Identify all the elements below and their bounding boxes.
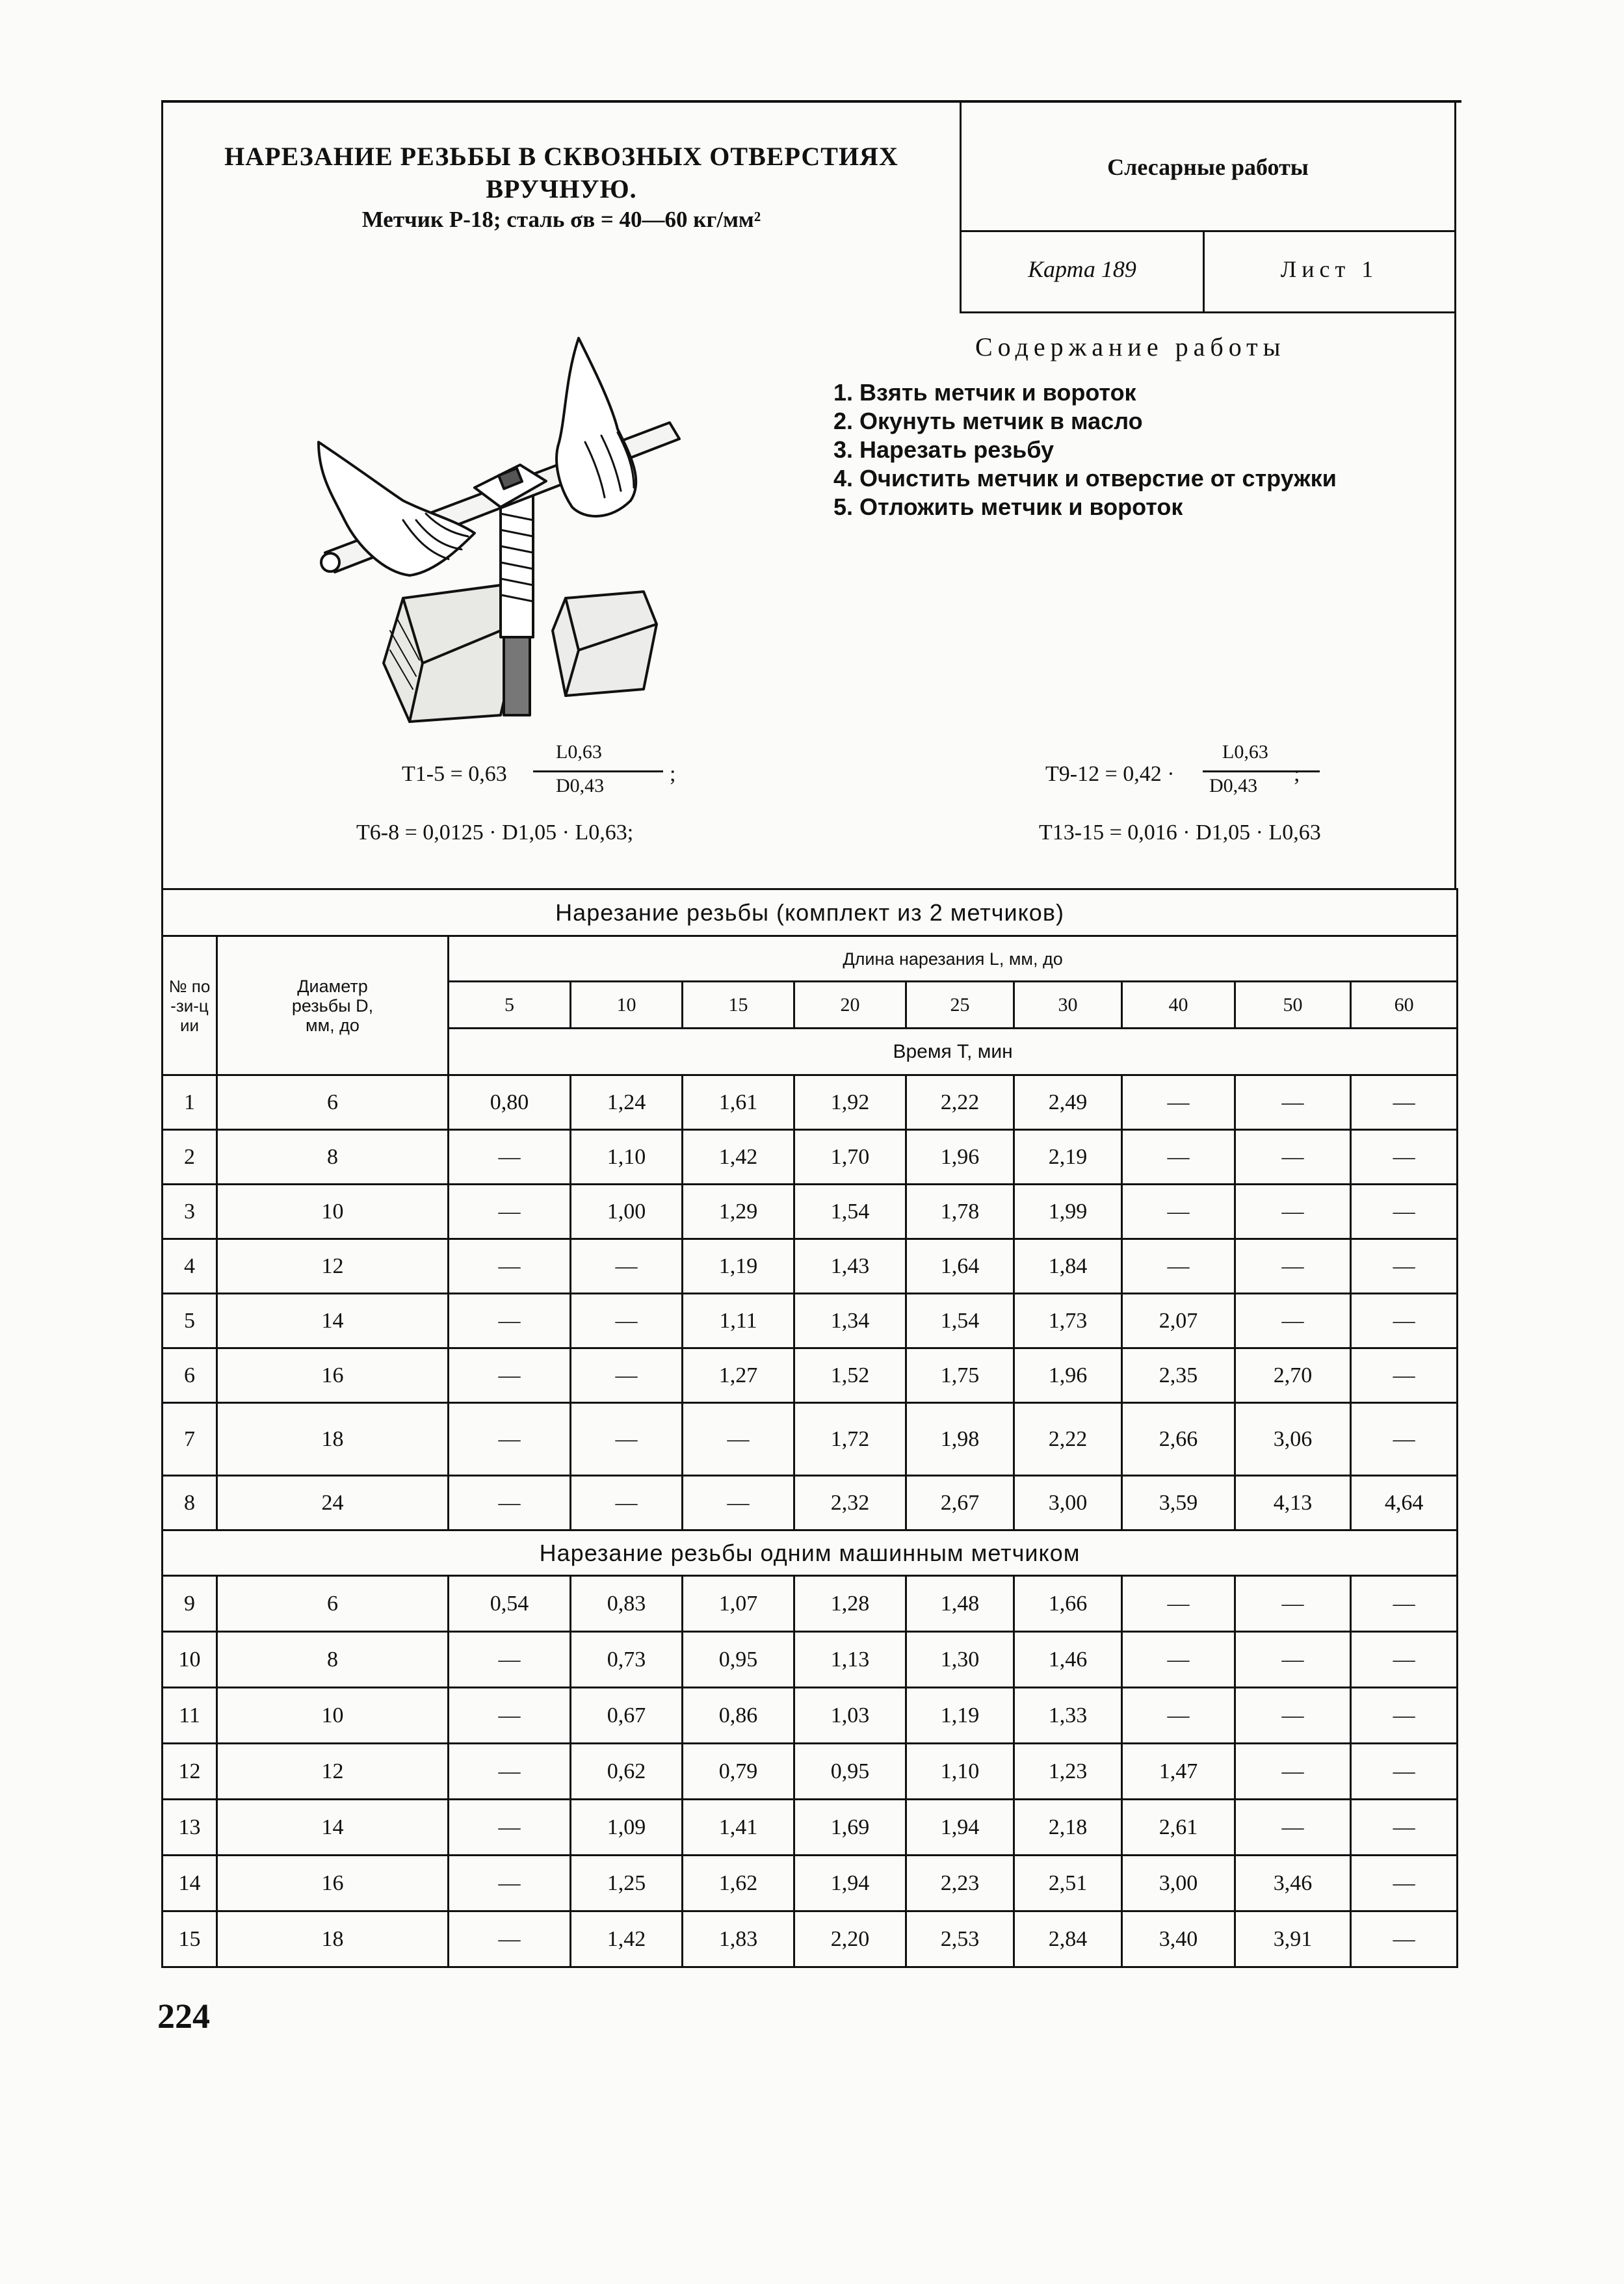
time-cell: 2,70 <box>1235 1348 1351 1403</box>
time-cell: — <box>1351 1576 1458 1632</box>
diameter-cell: 10 <box>217 1185 449 1239</box>
time-cell: 1,94 <box>906 1800 1014 1856</box>
position-column-header <box>163 936 217 1075</box>
position-cell: 3 <box>163 1185 217 1239</box>
work-step: 5. Отложить метчик и вороток <box>833 493 1183 520</box>
diameter-cell: 18 <box>217 1911 449 1967</box>
time-cell: — <box>449 1800 571 1856</box>
time-cell: — <box>683 1476 794 1530</box>
time-cell: — <box>1351 1130 1458 1185</box>
time-cell: — <box>449 1348 571 1403</box>
length-column-header: 20 <box>794 982 906 1029</box>
section-2-header: Нарезание резьбы одним машинным метчиком <box>163 1530 1458 1576</box>
time-cell: 1,70 <box>794 1130 906 1185</box>
length-column-header: 60 <box>1351 982 1458 1029</box>
work-steps-list <box>833 378 1337 521</box>
time-cell: 1,72 <box>794 1403 906 1476</box>
time-cell: 0,95 <box>683 1632 794 1688</box>
diameter-cell: 14 <box>217 1800 449 1856</box>
position-cell: 5 <box>163 1294 217 1348</box>
diameter-cell: 12 <box>217 1239 449 1294</box>
time-cell: — <box>571 1348 683 1403</box>
time-cell: 1,61 <box>683 1075 794 1130</box>
work-content-title: Содержание работы <box>975 332 1286 361</box>
table-row <box>163 1185 1458 1239</box>
time-cell: 0,86 <box>683 1688 794 1744</box>
time-cell: — <box>449 1130 571 1185</box>
time-cell: — <box>449 1632 571 1688</box>
time-cell: — <box>571 1403 683 1476</box>
position-cell: 1 <box>163 1075 217 1130</box>
time-cell: 2,51 <box>1014 1856 1122 1911</box>
position-cell: 2 <box>163 1130 217 1185</box>
time-cell: 2,53 <box>906 1911 1014 1967</box>
work-step: 2. Окунуть метчик в масло <box>833 408 1143 434</box>
diameter-cell: 6 <box>217 1075 449 1130</box>
time-cell: 0,95 <box>794 1744 906 1800</box>
time-cell: 1,62 <box>683 1856 794 1911</box>
diameter-cell: 8 <box>217 1632 449 1688</box>
time-cell: — <box>1351 1403 1458 1476</box>
time-cell: — <box>1351 1800 1458 1856</box>
section-1-header: Нарезание резьбы (комплект из 2 метчиков) <box>163 889 1458 936</box>
time-cell: 1,29 <box>683 1185 794 1239</box>
time-cell: 3,46 <box>1235 1856 1351 1911</box>
time-cell: 1,64 <box>906 1239 1014 1294</box>
table-row <box>163 1632 1458 1688</box>
diameter-cell: 14 <box>217 1294 449 1348</box>
time-cell: 1,94 <box>794 1856 906 1911</box>
length-header-row <box>163 936 1458 982</box>
time-cell: 2,18 <box>1014 1800 1122 1856</box>
position-cell: 7 <box>163 1403 217 1476</box>
time-cell: 1,69 <box>794 1800 906 1856</box>
table-row <box>163 1476 1458 1530</box>
position-cell: 11 <box>163 1688 217 1744</box>
time-cell: 4,64 <box>1351 1476 1458 1530</box>
time-cell: — <box>1235 1576 1351 1632</box>
time-cell: — <box>1351 1294 1458 1348</box>
table-row <box>163 1856 1458 1911</box>
diameter-cell: 16 <box>217 1856 449 1911</box>
time-cell: — <box>1351 1185 1458 1239</box>
time-cell: 1,99 <box>1014 1185 1122 1239</box>
formula-1-denominator: D0,43 <box>556 775 605 796</box>
formula-1-lhs: T1-5 = 0,63 <box>402 762 507 786</box>
time-cell: 1,92 <box>794 1075 906 1130</box>
department-label: Слесарные работы <box>1107 154 1309 180</box>
department-cell <box>960 103 1456 230</box>
time-cell: 3,59 <box>1122 1476 1235 1530</box>
length-column-header: 15 <box>683 982 794 1029</box>
formula-3-numerator: L0,63 <box>1222 741 1268 763</box>
time-cell: — <box>571 1239 683 1294</box>
time-cell: 1,43 <box>794 1239 906 1294</box>
page-title <box>163 140 960 205</box>
diameter-cell: 18 <box>217 1403 449 1476</box>
time-cell: — <box>1235 1130 1351 1185</box>
position-cell: 14 <box>163 1856 217 1911</box>
title-line-1: НАРЕЗАНИЕ РЕЗЬБЫ В СКВОЗНЫХ ОТВЕРСТИЯХ <box>224 142 898 171</box>
time-cell: — <box>1122 1688 1235 1744</box>
time-cell: 3,00 <box>1122 1856 1235 1911</box>
section-2-row <box>163 1530 1458 1576</box>
position-cell: 15 <box>163 1911 217 1967</box>
time-cell: 1,73 <box>1014 1294 1122 1348</box>
time-cell: 2,67 <box>906 1476 1014 1530</box>
position-cell: 4 <box>163 1239 217 1294</box>
work-step: 4. Очистить метчик и отверстие от стружки <box>833 465 1337 492</box>
time-cell: 1,83 <box>683 1911 794 1967</box>
table-row <box>163 1075 1458 1130</box>
time-cell: 1,78 <box>906 1185 1014 1239</box>
time-cell: 1,24 <box>571 1075 683 1130</box>
formula-4: T13-15 = 0,016 · D1,05 · L0,63 <box>1039 820 1321 845</box>
time-cell: 1,19 <box>906 1688 1014 1744</box>
time-cell: 0,73 <box>571 1632 683 1688</box>
position-cell: 10 <box>163 1632 217 1688</box>
formula-3-lhs: T9-12 = 0,42 · <box>1045 762 1175 786</box>
length-column-header: 5 <box>449 982 571 1029</box>
formula-1 <box>402 762 507 787</box>
position-cell: 13 <box>163 1800 217 1856</box>
table-row <box>163 1800 1458 1856</box>
title-block <box>161 103 960 313</box>
position-cell: 9 <box>163 1576 217 1632</box>
formula-3-denominator: D0,43 <box>1209 775 1258 796</box>
diameter-cell: 8 <box>217 1130 449 1185</box>
time-cell: 1,96 <box>906 1130 1014 1185</box>
time-cell: 0,67 <box>571 1688 683 1744</box>
time-cell: 2,20 <box>794 1911 906 1967</box>
time-cell: 3,00 <box>1014 1476 1122 1530</box>
length-column-header: 30 <box>1014 982 1122 1029</box>
formula-3-semicolon: ; <box>1294 762 1300 786</box>
time-cell: 0,83 <box>571 1576 683 1632</box>
time-cell: — <box>449 1688 571 1744</box>
table-row <box>163 1348 1458 1403</box>
table-row <box>163 1911 1458 1967</box>
sheet-cell <box>1205 230 1456 313</box>
position-cell: 12 <box>163 1744 217 1800</box>
time-cell: 3,06 <box>1235 1403 1351 1476</box>
time-cell: — <box>1235 1800 1351 1856</box>
time-cell: — <box>1122 1576 1235 1632</box>
time-cell: — <box>1351 1239 1458 1294</box>
table-row <box>163 1130 1458 1185</box>
time-cell: 2,07 <box>1122 1294 1235 1348</box>
formula-1-fraction-bar <box>533 770 663 772</box>
time-cell: 1,54 <box>794 1185 906 1239</box>
time-cell: — <box>1351 1911 1458 1967</box>
time-cell: 1,47 <box>1122 1744 1235 1800</box>
time-cell: 1,84 <box>1014 1239 1122 1294</box>
time-cell: — <box>1351 1744 1458 1800</box>
formula-1-semicolon: ; <box>670 762 676 786</box>
time-cell: — <box>1122 1239 1235 1294</box>
table-row <box>163 1576 1458 1632</box>
formula-3-fraction-bar <box>1203 770 1320 772</box>
time-cell: 1,10 <box>571 1130 683 1185</box>
table-row <box>163 1688 1458 1744</box>
time-cell: — <box>1122 1632 1235 1688</box>
time-cell: 1,41 <box>683 1800 794 1856</box>
time-cell: — <box>1351 1075 1458 1130</box>
time-cell: 3,91 <box>1235 1911 1351 1967</box>
time-cell: 1,52 <box>794 1348 906 1403</box>
time-cell: 0,79 <box>683 1744 794 1800</box>
time-cell: 4,13 <box>1235 1476 1351 1530</box>
section-1-row <box>163 889 1458 936</box>
tap-wrench-illustration <box>306 325 761 741</box>
formula-1-numerator: L0,63 <box>556 741 602 763</box>
title-line-2: ВРУЧНУЮ. <box>486 174 637 203</box>
table-row <box>163 1403 1458 1476</box>
time-cell: 1,54 <box>906 1294 1014 1348</box>
time-cell: — <box>449 1185 571 1239</box>
time-cell: 1,98 <box>906 1403 1014 1476</box>
time-cell: 1,33 <box>1014 1688 1122 1744</box>
time-cell: 1,42 <box>571 1911 683 1967</box>
time-cell: 1,07 <box>683 1576 794 1632</box>
position-cell: 8 <box>163 1476 217 1530</box>
time-cell: 0,80 <box>449 1075 571 1130</box>
time-cell: 2,49 <box>1014 1075 1122 1130</box>
time-cell: 0,54 <box>449 1576 571 1632</box>
length-header: Длина нарезания L, мм, до <box>449 936 1458 982</box>
time-cell: — <box>683 1403 794 1476</box>
time-cell: — <box>1235 1688 1351 1744</box>
diameter-cell: 12 <box>217 1744 449 1800</box>
time-cell: 1,42 <box>683 1130 794 1185</box>
time-cell: — <box>1235 1744 1351 1800</box>
page-subtitle: Метчик Р-18; сталь σв = 40—60 кг/мм² <box>361 207 761 232</box>
time-header: Время T, мин <box>449 1029 1458 1075</box>
time-cell: 1,10 <box>906 1744 1014 1800</box>
time-cell: 1,34 <box>794 1294 906 1348</box>
formula-2: T6-8 = 0,0125 · D1,05 · L0,63; <box>356 820 634 845</box>
time-cell: — <box>1235 1239 1351 1294</box>
time-cell: — <box>1122 1130 1235 1185</box>
card-label: Карта 189 <box>1028 256 1136 282</box>
time-cell: 2,35 <box>1122 1348 1235 1403</box>
time-cell: — <box>571 1476 683 1530</box>
time-cell: 0,62 <box>571 1744 683 1800</box>
time-cell: 2,66 <box>1122 1403 1235 1476</box>
length-column-header: 50 <box>1235 982 1351 1029</box>
time-cell: 1,27 <box>683 1348 794 1403</box>
time-cell: — <box>1235 1185 1351 1239</box>
position-header-text: № по-зи-ции <box>168 976 211 1035</box>
time-cell: 1,25 <box>571 1856 683 1911</box>
time-cell: — <box>449 1239 571 1294</box>
time-cell: 2,23 <box>906 1856 1014 1911</box>
time-cell: 1,46 <box>1014 1632 1122 1688</box>
time-cell: 1,28 <box>794 1576 906 1632</box>
time-cell: 2,84 <box>1014 1911 1122 1967</box>
diameter-cell: 6 <box>217 1576 449 1632</box>
time-cell: — <box>1122 1075 1235 1130</box>
time-cell: — <box>1235 1075 1351 1130</box>
time-cell: 3,40 <box>1122 1911 1235 1967</box>
time-cell: — <box>449 1911 571 1967</box>
time-cell: 2,32 <box>794 1476 906 1530</box>
time-cell: 1,96 <box>1014 1348 1122 1403</box>
sheet-label: Лист 1 <box>1280 256 1379 282</box>
time-cell: 1,30 <box>906 1632 1014 1688</box>
time-cell: 1,23 <box>1014 1744 1122 1800</box>
time-cell: — <box>1351 1856 1458 1911</box>
time-cell: — <box>449 1294 571 1348</box>
time-cell: — <box>1351 1348 1458 1403</box>
card-cell <box>960 230 1205 313</box>
work-step: 1. Взять метчик и вороток <box>833 379 1136 406</box>
length-column-header: 10 <box>571 982 683 1029</box>
position-cell: 6 <box>163 1348 217 1403</box>
time-cell: 1,13 <box>794 1632 906 1688</box>
time-cell: 2,22 <box>1014 1403 1122 1476</box>
time-cell: 1,09 <box>571 1800 683 1856</box>
diameter-header-text: Диаметр резьбы D, мм, до <box>291 976 374 1035</box>
time-cell: 2,19 <box>1014 1130 1122 1185</box>
time-cell: 2,22 <box>906 1075 1014 1130</box>
time-cell: — <box>1235 1632 1351 1688</box>
time-cell: — <box>571 1294 683 1348</box>
time-cell: — <box>1351 1688 1458 1744</box>
length-column-header: 25 <box>906 982 1014 1029</box>
time-norms-table <box>161 888 1458 1968</box>
time-cell: — <box>1122 1185 1235 1239</box>
table-row <box>163 1294 1458 1348</box>
table-row <box>163 1744 1458 1800</box>
time-cell: — <box>449 1856 571 1911</box>
time-cell: 1,66 <box>1014 1576 1122 1632</box>
work-step: 3. Нарезать резьбу <box>833 436 1054 463</box>
time-cell: — <box>1235 1294 1351 1348</box>
time-cell: 1,11 <box>683 1294 794 1348</box>
time-cell: — <box>1351 1632 1458 1688</box>
time-cell: 1,48 <box>906 1576 1014 1632</box>
time-cell: 1,19 <box>683 1239 794 1294</box>
page-number: 224 <box>157 1997 210 2036</box>
time-cell: 2,61 <box>1122 1800 1235 1856</box>
diameter-cell: 10 <box>217 1688 449 1744</box>
time-cell: 1,03 <box>794 1688 906 1744</box>
time-cell: 1,75 <box>906 1348 1014 1403</box>
table-row <box>163 1239 1458 1294</box>
time-cell: 1,00 <box>571 1185 683 1239</box>
time-cell: — <box>449 1744 571 1800</box>
formula-3 <box>1045 762 1175 787</box>
time-cell: — <box>449 1476 571 1530</box>
time-cell: — <box>449 1403 571 1476</box>
diameter-cell: 24 <box>217 1476 449 1530</box>
diameter-cell: 16 <box>217 1348 449 1403</box>
length-column-header: 40 <box>1122 982 1235 1029</box>
diameter-column-header <box>217 936 449 1075</box>
